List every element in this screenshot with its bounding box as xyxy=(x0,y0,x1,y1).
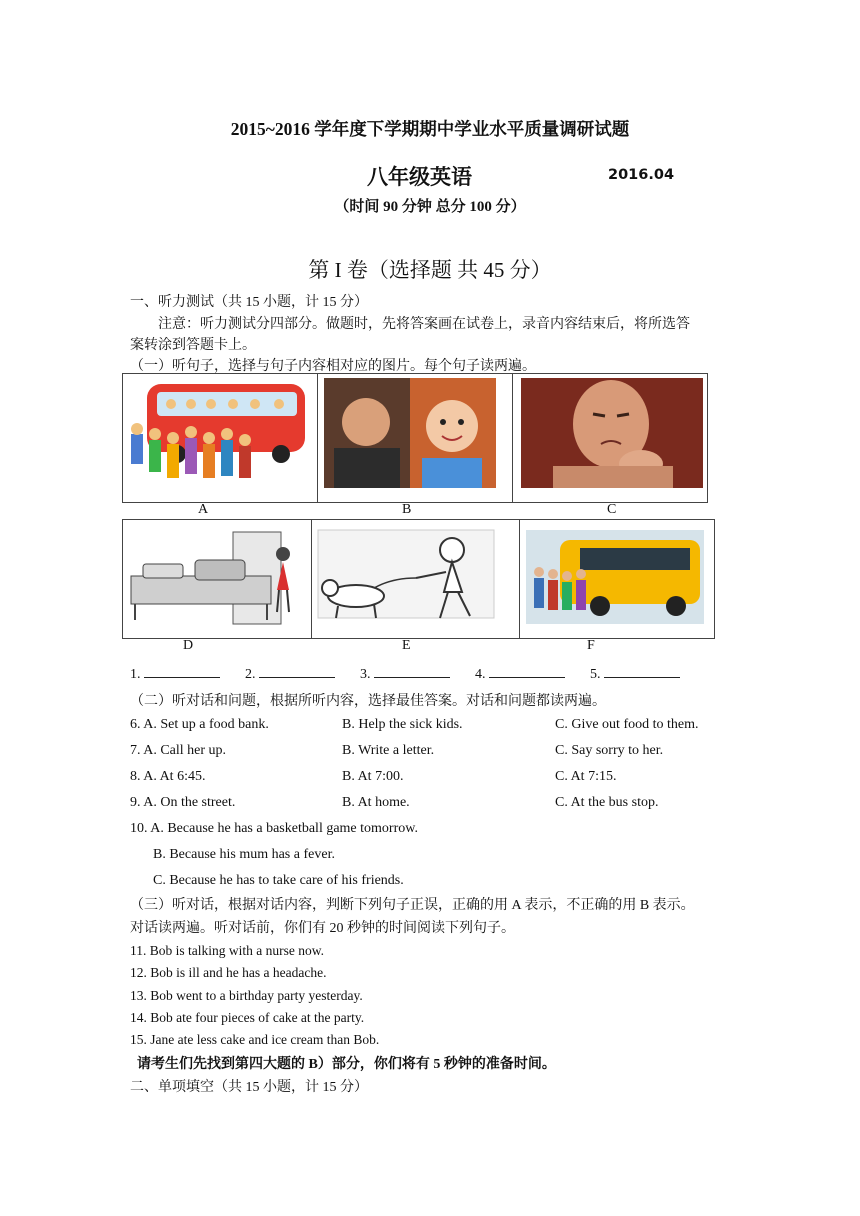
section1-note-line2: 案转涂到答题卡上。 xyxy=(130,338,256,353)
exam-subject: 八年级英语 xyxy=(367,165,472,189)
q6-option-a: 6. A. Set up a food bank. xyxy=(130,717,269,732)
preparation-reminder: 请考生们先找到第四大题的 B）部分，你们将有 5 秒钟的准备时间。 xyxy=(137,1057,556,1072)
picture-label-d: D xyxy=(183,638,194,653)
q7-option-a: 7. A. Call her up. xyxy=(130,743,227,758)
exam-time-info: （时间 90 分钟 总分 100 分） xyxy=(334,199,526,215)
section1-heading: 一、听力测试（共 15 小题，计 15 分） xyxy=(130,295,368,310)
section2-heading: 二、单项填空（共 15 小题，计 15 分） xyxy=(130,1080,368,1095)
q8-option-a: 8. A. At 6:45. xyxy=(130,769,206,784)
part1-instruction: （一）听句子，选择与句子内容相对应的图片。每个句子读两遍。 xyxy=(130,359,536,374)
q8-option-c: C. At 7:15. xyxy=(555,769,617,784)
picture-cell-b xyxy=(318,374,513,503)
picture-cell-f xyxy=(520,520,715,639)
answer-num-1: 1. xyxy=(130,667,141,682)
volume-title: 第 I 卷（选择题 共 45 分） xyxy=(308,258,552,282)
answer-line-3[interactable] xyxy=(374,665,450,678)
picture-label-a: A xyxy=(198,502,209,517)
picture-cell-a xyxy=(123,374,318,503)
picture-label-c: C xyxy=(607,502,617,517)
picture-cell-d xyxy=(123,520,312,639)
answer-line-5[interactable] xyxy=(604,665,680,678)
part3-instruction-line2: 对话读两遍。听对话前，你们有 20 秒钟的时间阅读下列句子。 xyxy=(130,921,515,936)
picture-label-e: E xyxy=(402,638,411,653)
section1-note-line1: 注意：听力测试分四部分。做题时，先将答案画在试卷上，录音内容结束后，将所选答 xyxy=(158,317,690,332)
q6-option-c: C. Give out food to them. xyxy=(555,717,699,732)
statement-15: 15. Jane ate less cake and ice cream than Bob. xyxy=(130,1032,380,1047)
picture-table-row2 xyxy=(122,519,715,639)
part3-instruction-line1: （三）听对话，根据对话内容，判断下列句子正误，正确的用 A 表示，不正确的用 B 表示。 xyxy=(130,898,695,913)
q9-option-c: C. At the bus stop. xyxy=(555,795,659,810)
school-bus-photo-icon xyxy=(520,520,714,633)
exam-title: 2015~2016 学年度下学期期中学业水平质量调研试题 xyxy=(230,119,630,139)
picture-label-f: F xyxy=(587,638,595,653)
picture-cell-e xyxy=(312,520,520,639)
statement-13: 13. Bob went to a birthday party yesterday. xyxy=(130,988,363,1003)
picture-table-row1 xyxy=(122,373,708,503)
q10-option-c: C. Because he has to take care of his friends. xyxy=(153,873,404,888)
q6-option-b: B. Help the sick kids. xyxy=(342,717,463,732)
statement-14: 14. Bob ate four pieces of cake at the party. xyxy=(130,1010,365,1025)
answer-line-1[interactable] xyxy=(144,665,220,678)
exam-date: 2016.04 xyxy=(608,167,675,183)
q7-option-c: C. Say sorry to her. xyxy=(555,743,664,758)
answer-blanks xyxy=(130,665,680,683)
sore-throat-man-photo-icon xyxy=(513,374,707,497)
q9-option-a: 9. A. On the street. xyxy=(130,795,236,810)
q9-option-b: B. At home. xyxy=(342,795,410,810)
q10-option-b: B. Because his mum has a fever. xyxy=(153,847,335,862)
answer-num-2: 2. xyxy=(245,667,256,682)
man-and-boy-photo-icon xyxy=(318,374,512,497)
statement-11: 11. Bob is talking with a nurse now. xyxy=(130,943,324,958)
q8-option-b: B. At 7:00. xyxy=(342,769,404,784)
statement-12: 12. Bob is ill and he has a headache. xyxy=(130,965,327,980)
q10-option-a: 10. A. Because he has a basketball game tomorrow. xyxy=(130,821,418,836)
q7-option-b: B. Write a letter. xyxy=(342,743,435,758)
answer-num-3: 3. xyxy=(360,667,371,682)
answer-num-4: 4. xyxy=(475,667,486,682)
answer-line-2[interactable] xyxy=(259,665,335,678)
bus-crowd-cartoon-icon xyxy=(123,374,317,497)
part2-instruction: （二）听对话和问题，根据所听内容，选择最佳答案。对话和问题都读两遍。 xyxy=(130,694,606,709)
bedroom-sketch-icon xyxy=(123,520,311,633)
answer-line-4[interactable] xyxy=(489,665,565,678)
boy-walking-dog-sketch-icon xyxy=(312,520,519,633)
answer-num-5: 5. xyxy=(590,667,601,682)
picture-cell-c xyxy=(513,374,708,503)
picture-label-b: B xyxy=(402,502,412,517)
